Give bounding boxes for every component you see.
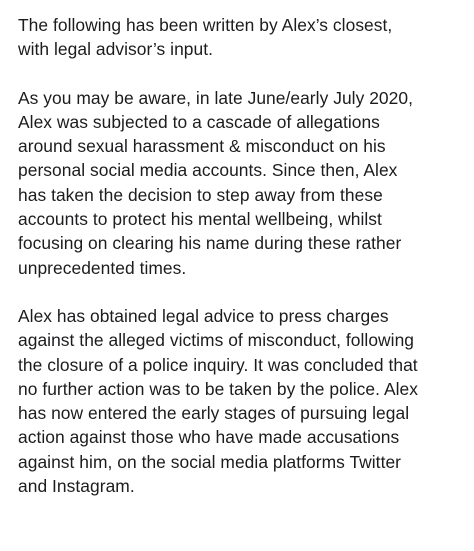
- text-line: focusing on clearing his name during these rather: [18, 233, 402, 254]
- text-line: The following has been written by Alex’s closest,: [18, 15, 393, 35]
- text-line: around sexual harassment & misconduct on his: [18, 136, 386, 157]
- paragraph-background: [18, 86, 456, 280]
- text-line: action against those who have made accusations: [18, 427, 400, 448]
- text-line: has now entered the early stages of pursuing legal: [18, 403, 410, 424]
- text-line: personal social media accounts. Since then, Alex: [18, 160, 398, 181]
- text-line: the closure of a police inquiry. It was concluded that: [18, 354, 418, 375]
- text-line: Alex has obtained legal advice to press charges: [18, 305, 389, 326]
- text-line: Alex was subjected to a cascade of allegations: [18, 111, 380, 132]
- text-line: with legal advisor’s input.: [18, 39, 214, 60]
- text-line: unprecedented times.: [18, 257, 187, 278]
- text-line: against him, on the social media platforms Twitter: [18, 451, 402, 472]
- text-line: has taken the decision to step away from these: [18, 184, 383, 205]
- paragraph-intro: [18, 13, 456, 62]
- text-line: and Instagram.: [18, 476, 135, 497]
- text-line: accounts to protect his mental wellbeing, whilst: [18, 209, 382, 230]
- paragraph-legal-action: [18, 304, 456, 498]
- text-line: As you may be aware, in late June/early July 2020,: [18, 87, 413, 108]
- text-line: against the alleged victims of misconduct, following: [18, 330, 415, 351]
- text-line: no further action was to be taken by the police. Alex: [18, 378, 418, 399]
